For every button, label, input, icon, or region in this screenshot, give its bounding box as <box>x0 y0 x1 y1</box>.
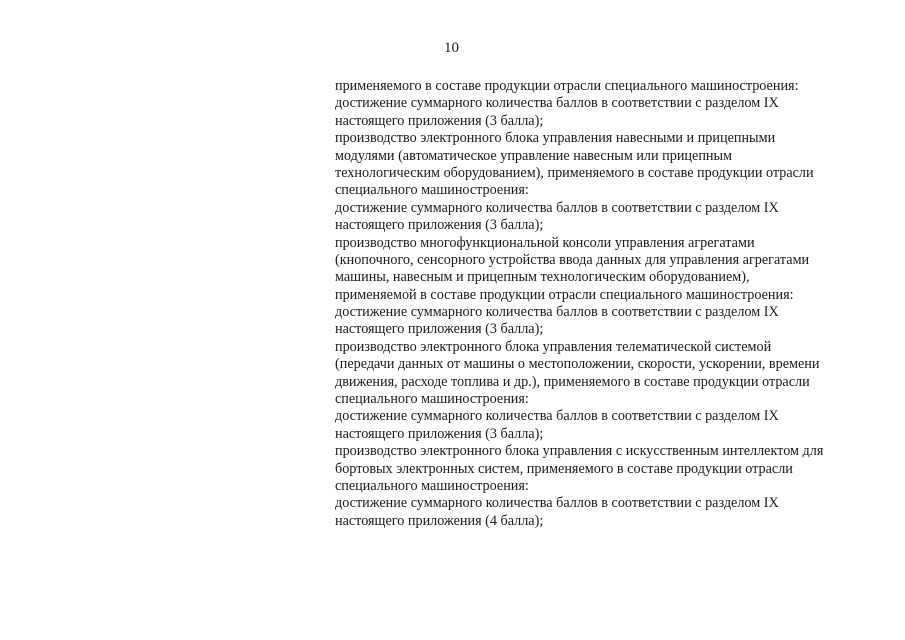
text-line: настоящего приложения (3 балла); <box>335 321 544 338</box>
text-line: производство электронного блока управления с искусственным интеллектом для <box>335 443 824 460</box>
text-line: модулями (автоматическое управление навесным или прицепным <box>335 147 733 164</box>
document-body <box>335 78 895 530</box>
text-line: производство многофункциональной консоли управления агрегатами <box>335 234 755 251</box>
text-line: настоящего приложения (3 балла); <box>335 217 544 234</box>
text-line: специального машиностроения: <box>335 477 529 494</box>
text-line: (кнопочного, сенсорного устройства ввода данных для управления агрегатами <box>335 251 810 268</box>
text-line: настоящего приложения (3 балла); <box>335 425 544 442</box>
text-line: бортовых электронных систем, применяемого в составе продукции отрасли <box>335 460 793 477</box>
text-line: достижение суммарного количества баллов в соответствии с разделом IX <box>335 495 779 512</box>
text-line: настоящего приложения (3 балла); <box>335 112 544 129</box>
text-line: движения, расходе топлива и др.), применяемого в составе продукции отрасли <box>335 373 810 390</box>
text-line: достижение суммарного количества баллов в соответствии с разделом IX <box>335 408 779 425</box>
text-line: специального машиностроения: <box>335 182 529 199</box>
text-line: достижение суммарного количества баллов в соответствии с разделом IX <box>335 95 779 112</box>
text-line: достижение суммарного количества баллов в соответствии с разделом IX <box>335 199 779 216</box>
text-line: машины, навесным и прицепным технологическим оборудованием), <box>335 269 750 286</box>
text-line: применяемого в составе продукции отрасли специального машиностроения: <box>335 78 799 94</box>
text-line: специального машиностроения: <box>335 391 529 408</box>
text-line: технологическим оборудованием), применяемого в составе продукции отрасли <box>335 164 814 181</box>
text-line: применяемой в составе продукции отрасли специального машиностроения: <box>335 286 794 303</box>
text-line: достижение суммарного количества баллов в соответствии с разделом IX <box>335 304 779 321</box>
text-line: производство электронного блока управления телематической системой <box>335 338 772 355</box>
text-line: производство электронного блока управления навесными и прицепными <box>335 130 776 147</box>
page-number: 10 <box>444 40 459 56</box>
text-line: (передачи данных от машины о местоположении, скорости, ускорении, времени <box>335 356 820 373</box>
text-line: настоящего приложения (4 балла); <box>335 512 544 529</box>
